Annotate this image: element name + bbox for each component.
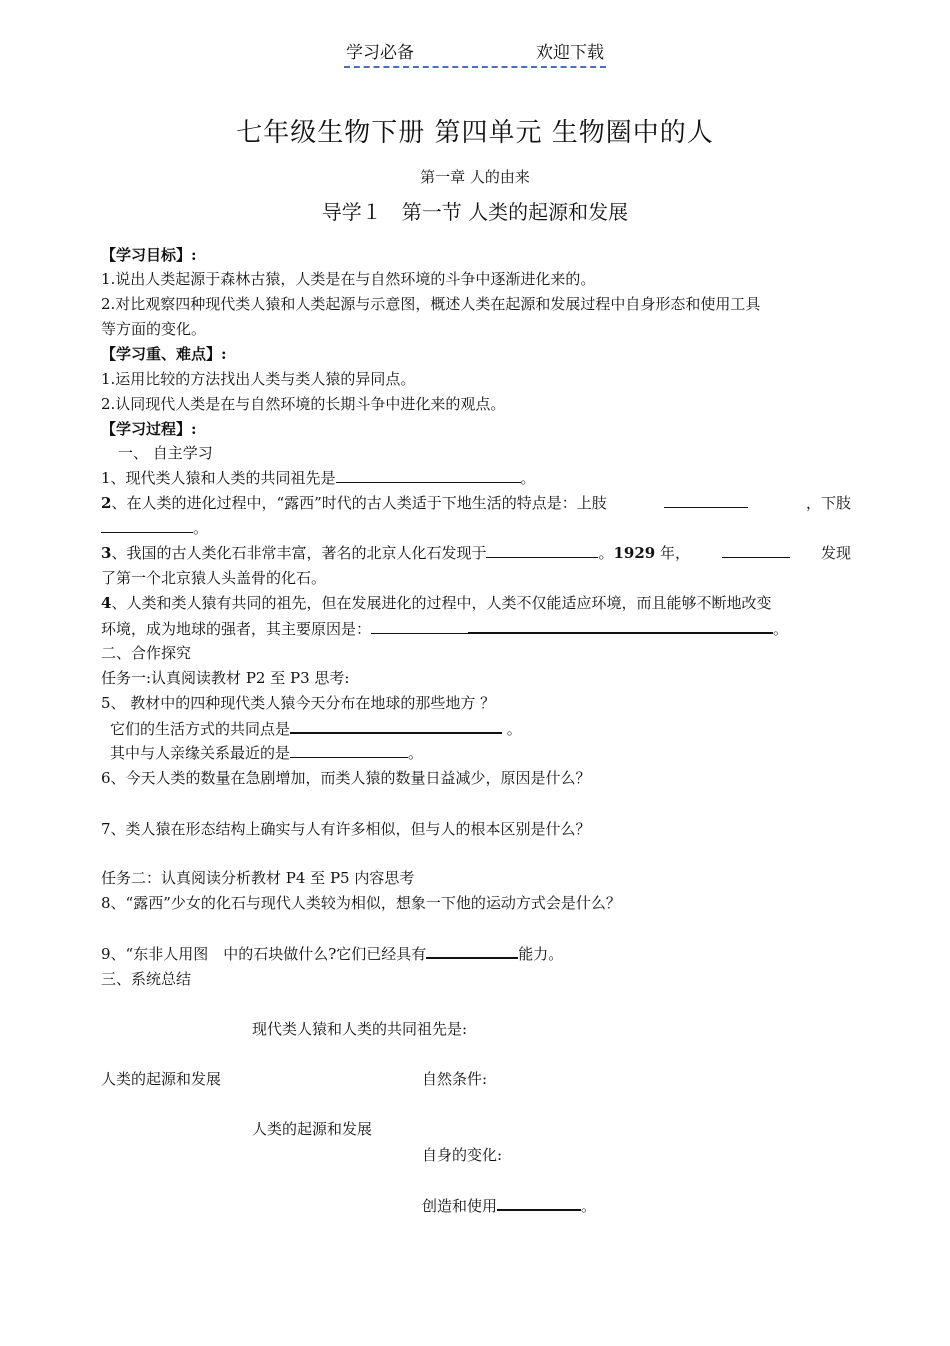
answer-blank-location[interactable] bbox=[486, 542, 598, 558]
summary-ancestor: 现代类人猿和人类的共同祖先是: bbox=[252, 1020, 468, 1038]
task2-heading: 任务二：认真阅读分析教材 P4 至 P5 内容思考 bbox=[101, 869, 415, 887]
chapter-title: 第一章 人的由来 bbox=[420, 168, 530, 186]
goal-item-3: 等方面的变化。 bbox=[101, 320, 207, 338]
question-9: 9、“东非人用图 中的石块做什么?它们已经具有 能力。 bbox=[101, 942, 563, 964]
section-title: 导学１ 第一节 人类的起源和发展 bbox=[321, 200, 629, 224]
summary-self-change: 自身的变化: bbox=[422, 1146, 503, 1164]
answer-blank-reason-b[interactable] bbox=[468, 617, 773, 634]
goals-heading: 【学习目标】: bbox=[101, 246, 197, 264]
question-4: 4、人类和类人猿有共同的祖先，但在发展进化的过程中，人类不仅能适应环境，而且能够不断地改变 bbox=[101, 594, 772, 612]
header-rule bbox=[344, 38, 606, 68]
question-4-cont: 环境，成为地球的强者，其主要原因是： 。 bbox=[101, 617, 788, 639]
answer-blank-lifestyle[interactable] bbox=[290, 717, 502, 734]
key-point-1: 1.运用比较的方法找出人类与类人猿的异同点。 bbox=[101, 370, 416, 388]
question-5b: 其中与人亲缘关系最近的是 。 bbox=[110, 744, 424, 762]
answer-blank-closest[interactable] bbox=[290, 742, 408, 758]
page-header bbox=[0, 38, 950, 68]
question-8: 8、“露西”少女的化石与现代人类较为相似，想象一下他的运动方式会是什么？ bbox=[101, 894, 621, 912]
task1-heading: 任务一:认真阅读教材 P2 至 P3 思考: bbox=[101, 669, 350, 687]
answer-blank-lower-limb[interactable] bbox=[101, 517, 193, 533]
question-3: 3、我国的古人类化石非常丰富，著名的北京人化石发现于 。1929 年， 发现 bbox=[101, 544, 851, 562]
summary-natural: 自然条件: bbox=[422, 1070, 488, 1088]
header-right: 欢迎下载 bbox=[536, 43, 604, 63]
answer-blank-ability[interactable] bbox=[426, 942, 518, 959]
goal-item-2: 2.对比观察四种现代类人猿和人类起源与示意图，概述人类在起源和发展过程中自身形态和使用工具 bbox=[101, 295, 761, 313]
answer-blank-create[interactable] bbox=[497, 1194, 581, 1211]
question-2: 2、在人类的进化过程中，“露西”时代的古人类适于下地生活的特点是：上肢 ，下肢 bbox=[101, 494, 851, 512]
part1-heading: 一、 自主学习 bbox=[118, 444, 213, 462]
answer-blank-upper-limb[interactable] bbox=[664, 492, 748, 508]
summary-left-label: 人类的起源和发展 bbox=[101, 1070, 222, 1088]
document-title: 七年级生物下册 第四单元 生物圈中的人 bbox=[236, 118, 714, 148]
key-point-2: 2.认同现代人类是在与自然环境的长期斗争中进化来的观点。 bbox=[101, 395, 506, 413]
question-3-cont: 了第一个北京猿人头盖骨的化石。 bbox=[101, 569, 327, 587]
part2-heading: 二、合作探究 bbox=[101, 644, 192, 662]
question-5a: 它们的生活方式的共同点是 。 bbox=[110, 717, 522, 739]
question-7: 7、类人猿在形态结构上确实与人有许多相似，但与人的根本区别是什么？ bbox=[101, 820, 591, 838]
answer-blank-1[interactable] bbox=[336, 467, 521, 483]
question-6: 6、今天人类的数量在急剧增加，而类人猿的数量日益减少，原因是什么？ bbox=[101, 769, 591, 787]
part3-heading: 三、系统总结 bbox=[101, 970, 192, 988]
summary-middle-label: 人类的起源和发展 bbox=[252, 1120, 373, 1138]
header-left: 学习必备 bbox=[346, 43, 414, 63]
answer-blank-reason-a[interactable] bbox=[371, 618, 468, 634]
question-2-cont: 。 bbox=[101, 517, 208, 538]
question-5: 5、 教材中的四种现代类人猿今天分布在地球的那些地方 ？ bbox=[101, 694, 496, 712]
process-heading: 【学习过程】: bbox=[101, 420, 197, 438]
answer-blank-person[interactable] bbox=[722, 542, 790, 558]
summary-create: 创造和使用 。 bbox=[422, 1194, 596, 1216]
key-points-heading: 【学习重、难点】: bbox=[101, 345, 227, 363]
question-1: 1、现代类人猿和人类的共同祖先是 。 bbox=[101, 469, 536, 487]
goal-item-1: 1.说出人类起源于森林古猿，人类是在与自然环境的斗争中逐渐进化来的。 bbox=[101, 270, 596, 288]
